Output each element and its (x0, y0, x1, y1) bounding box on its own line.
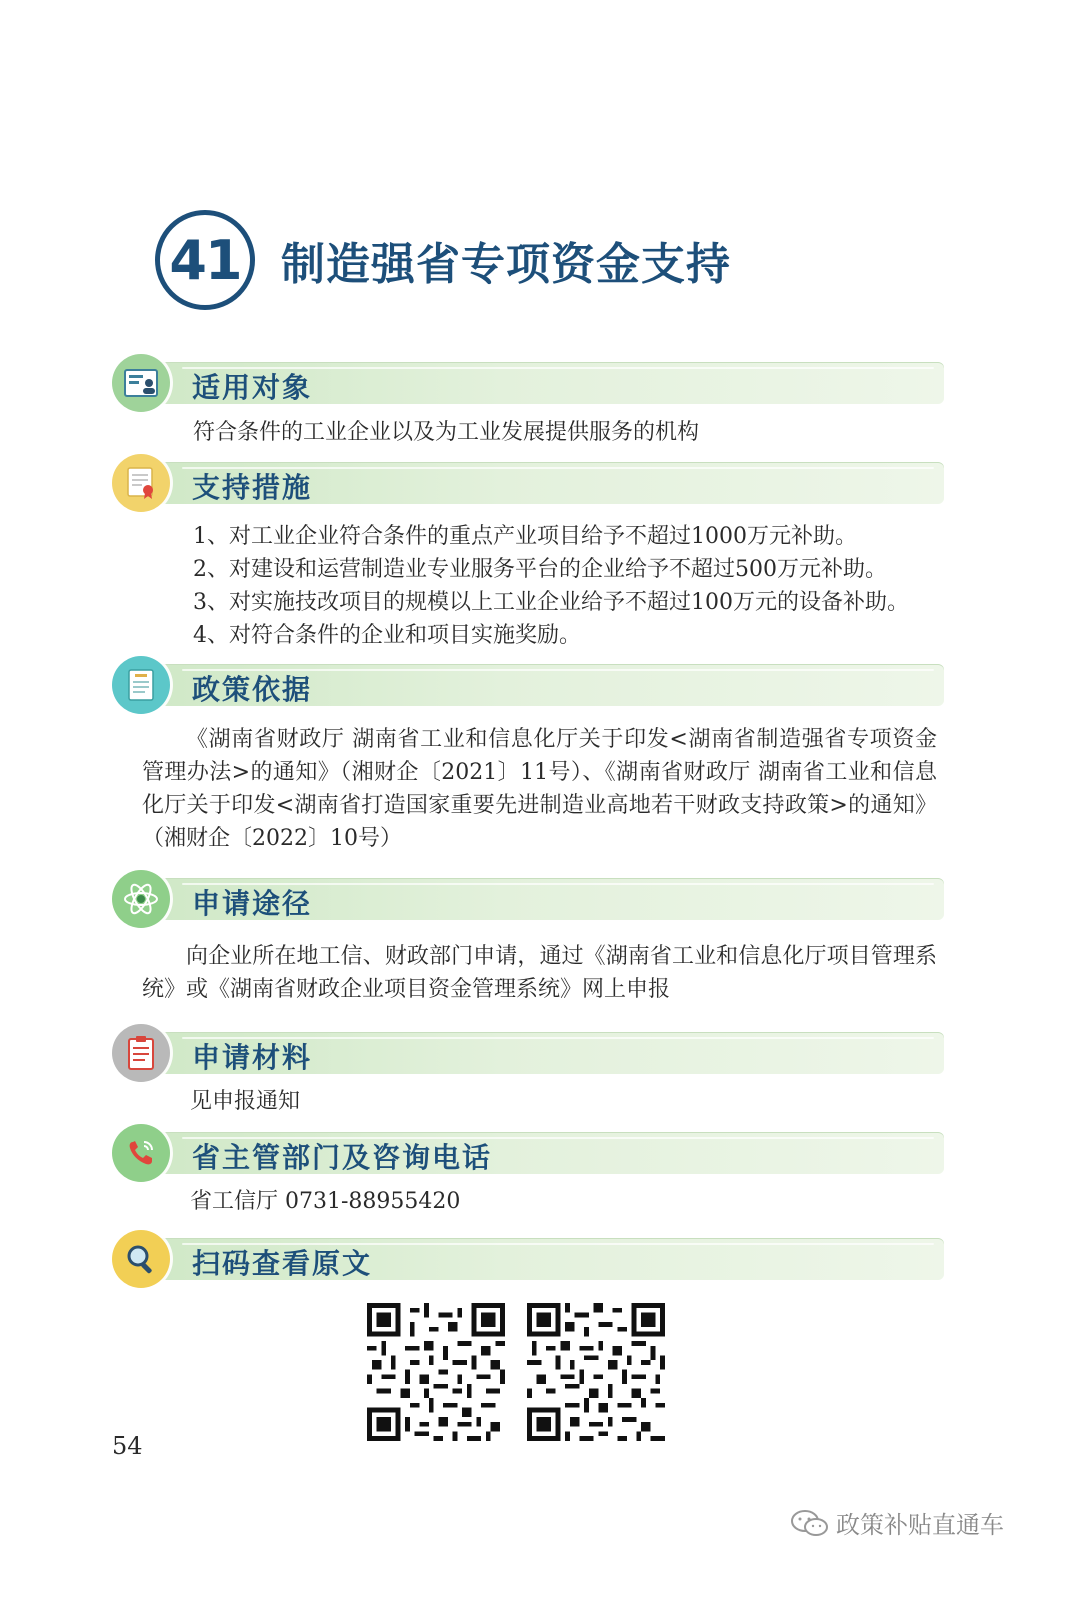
section-header-channel (112, 870, 944, 930)
phone-icon (112, 1124, 170, 1182)
list-item: 3、对实施技改项目的规模以上工业企业给予不超过100万元的设备补助。 (193, 590, 909, 615)
page-title (155, 210, 731, 310)
qr-code-1[interactable] (367, 1303, 505, 1441)
section-header-target (112, 354, 944, 414)
section-label: 申请途径 (192, 887, 313, 920)
list-item: 4、对符合条件的企业和项目实施奖励。 (193, 623, 581, 648)
magnifier-icon (112, 1230, 170, 1288)
section-header-contact (112, 1124, 944, 1184)
materials-text: 见申报通知 (190, 1089, 301, 1114)
basis-text: 《湖南省财政厅 湖南省工业和信息化厅关于印发<湖南省制造强省专项资金管理办法>的通知》（湘财企〔2021〕11号）、《湖南省财政厅 湖南省工业和信息化厅关于印发<湖南省打造国家重要先进制造业高地若干财政支持政策>的通知》（湘财企〔2022〕10号） (142, 727, 937, 851)
watermark (790, 1505, 1004, 1540)
section-label: 申请材料 (192, 1041, 313, 1074)
section-header-measures (112, 454, 944, 514)
target-text: 符合条件的工业企业以及为工业发展提供服务的机构 (193, 420, 700, 445)
section-header-scan (112, 1230, 944, 1290)
qr-code-2[interactable] (527, 1303, 665, 1441)
document-icon (112, 656, 170, 714)
clipboard-icon (112, 1024, 170, 1082)
section-label: 支持措施 (192, 471, 313, 504)
list-item: 2、对建设和运营制造业专业服务平台的企业给予不超过500万元补助。 (193, 557, 887, 582)
channel-text: 向企业所在地工信、财政部门申请，通过《湖南省工业和信息化厅项目管理系统》或《湖南省财政企业项目资金管理系统》网上申报 (142, 944, 937, 1002)
title-text: 制造强省专项资金支持 (281, 239, 731, 290)
certificate-icon (112, 454, 170, 512)
section-label: 扫码查看原文 (192, 1247, 373, 1280)
page-number: 54 (112, 1432, 143, 1460)
section-header-materials (112, 1024, 944, 1084)
wechat-icon (790, 1508, 830, 1538)
list-item: 1、对工业企业符合条件的重点产业项目给予不超过1000万元补助。 (193, 524, 857, 549)
section-label: 适用对象 (192, 371, 313, 404)
title-number-badge: 41 (155, 210, 255, 310)
section-label: 政策依据 (192, 673, 313, 706)
measures-list (193, 520, 909, 652)
watermark-text: 政策补贴直通车 (836, 1511, 1004, 1539)
atom-icon (112, 870, 170, 928)
id-card-icon (112, 354, 170, 412)
section-label: 省主管部门及咨询电话 (192, 1141, 493, 1174)
section-header-basis (112, 656, 944, 716)
contact-text: 省工信厅 0731-88955420 (190, 1189, 461, 1214)
